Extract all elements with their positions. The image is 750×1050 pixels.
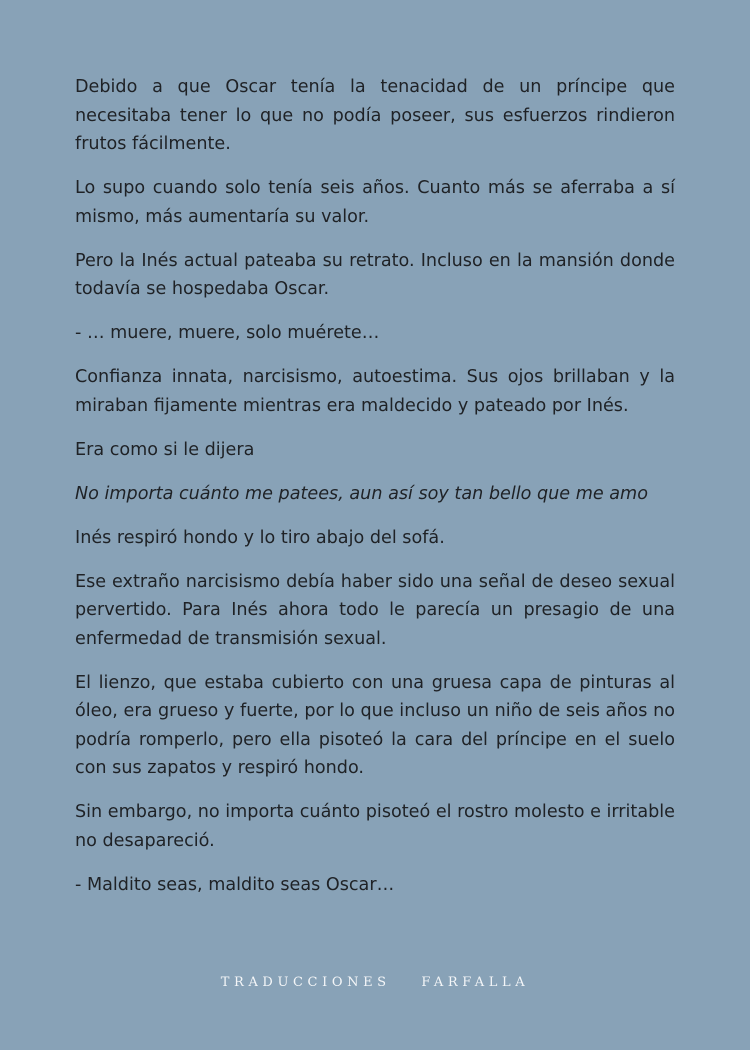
- italic-thought: No importa cuánto me patees, aun así soy tan bello que me amo: [75, 483, 648, 504]
- footer-word-farfalla: FARFALLA: [421, 975, 530, 990]
- document-body: [75, 73, 675, 915]
- paragraph: Debido a que Oscar tenía la tenacidad de un príncipe que necesitaba tener lo que no podía poseer, sus esfuerzos rindieron frutos fácilmente.: [75, 77, 675, 154]
- paragraph: Era como si le dijera: [75, 439, 255, 460]
- paragraph: Inés respiró hondo y lo tiro abajo del sofá.: [75, 527, 445, 548]
- paragraph: Pero la Inés actual pateaba su retrato. Incluso en la mansión donde todavía se hospedaba Oscar.: [75, 250, 675, 299]
- paragraph: Ese extraño narcisismo debía haber sido una señal de deseo sexual pervertido. Para Inés ahora todo le parecía un presagio de una enfermedad de transmisión sexual.: [75, 571, 675, 649]
- paragraph: Confianza innata, narcisismo, autoestima. Sus ojos brillaban y la miraban fijamente mientras era maldecido y pateado por Inés.: [75, 367, 675, 416]
- paragraph: Sin embargo, no importa cuánto pisoteó el rostro molesto e irritable no desapareció.: [75, 802, 675, 851]
- paragraph: Lo supo cuando solo tenía seis años. Cuanto más se aferraba a sí mismo, más aumentaría su valor.: [75, 178, 675, 227]
- footer-word-traducciones: TRADUCCIONES: [220, 975, 391, 990]
- paragraph: El lienzo, que estaba cubierto con una gruesa capa de pinturas al óleo, era grueso y fuerte, por lo que incluso un niño de seis años no podría romperlo, pero ella pisoteó la cara del príncipe en el suelo con sus zapatos y respiró hondo.: [75, 672, 675, 778]
- dialogue-line: - Maldito seas, maldito seas Oscar…: [75, 874, 395, 895]
- footer-credit: [0, 975, 750, 990]
- dialogue-line: - … muere, muere, solo muérete…: [75, 323, 380, 343]
